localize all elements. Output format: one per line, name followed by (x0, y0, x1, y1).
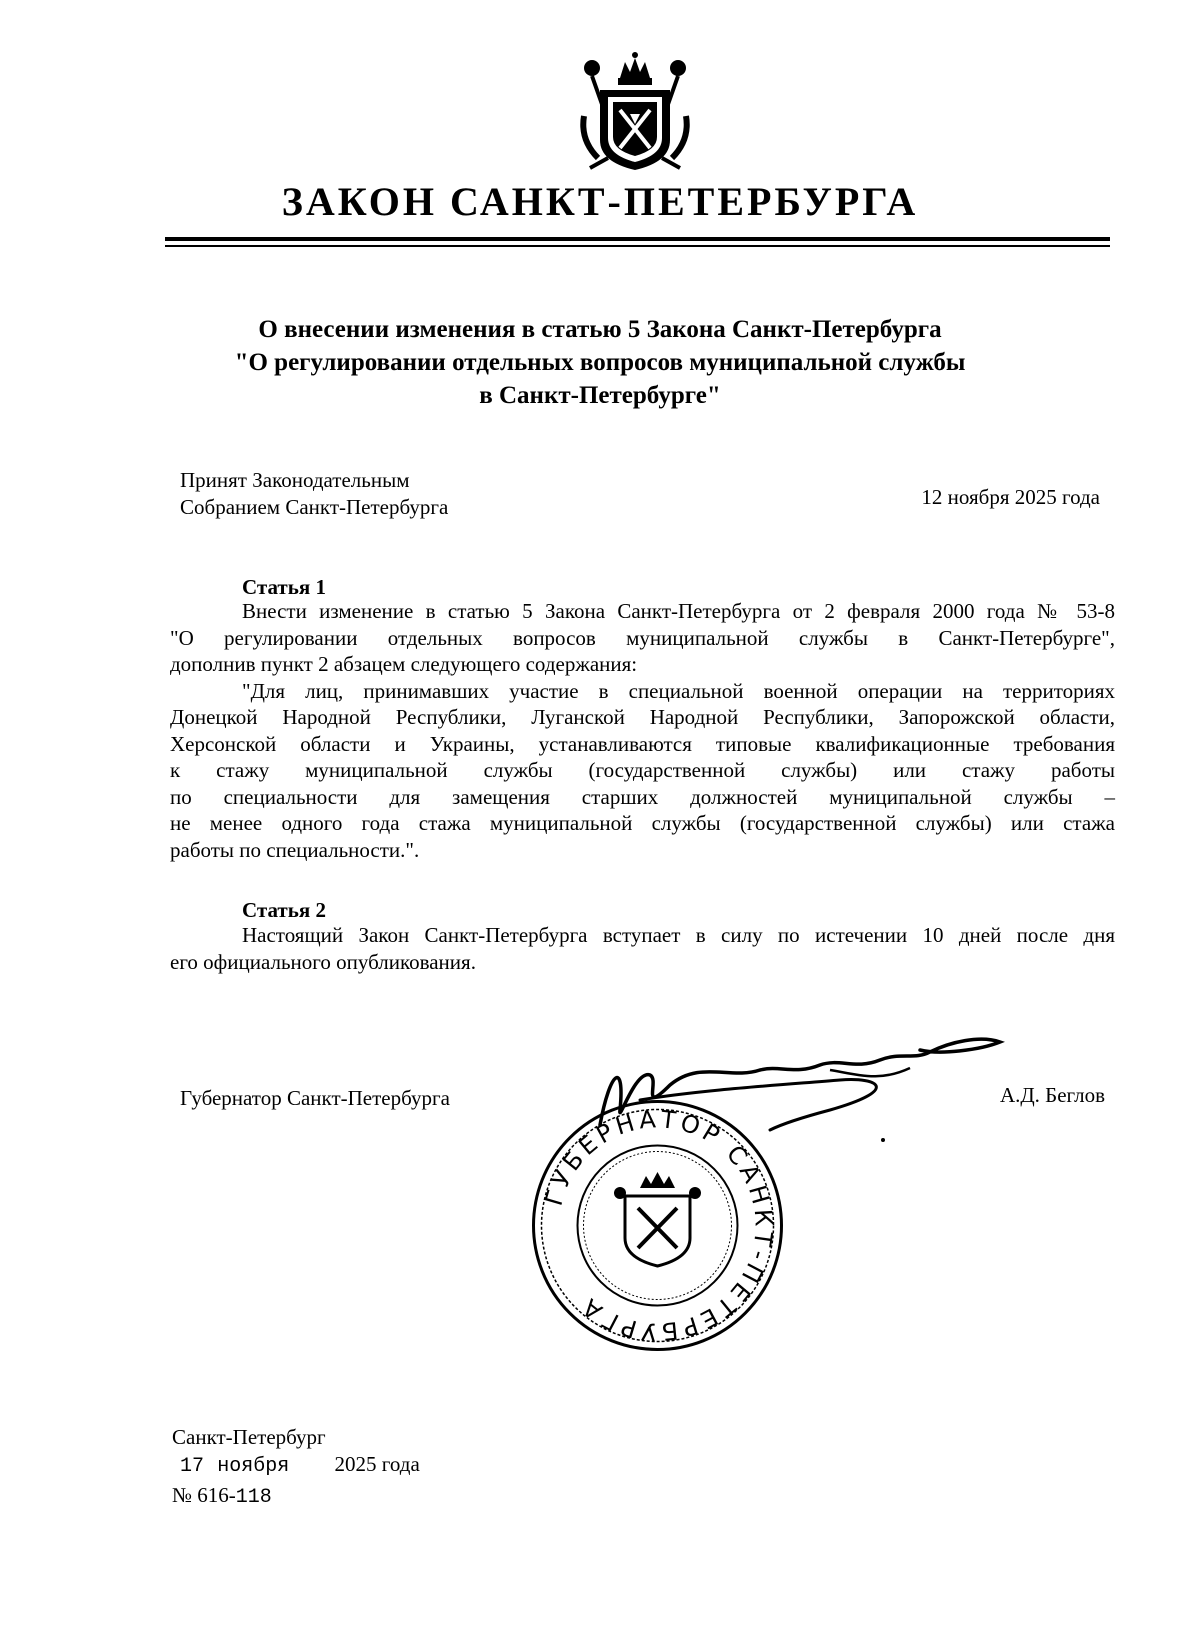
text-line: "Для лиц, принимавших участие в специальной военной операции на территориях (242, 678, 1115, 703)
signing-date (172, 1452, 420, 1478)
adoption-body (180, 467, 448, 521)
law-subject (150, 313, 1050, 412)
subject-line: О внесении изменения в статью 5 Закона Санкт-Петербурга (258, 316, 942, 343)
signing-year: 2025 года (334, 1452, 420, 1476)
article-1-heading: Статья 1 (242, 575, 326, 599)
text-line: Донецкой Народной Республики, Луганской Народной Республики, Запорожской области, (170, 705, 1115, 729)
governor-title: Губернатор Санкт-Петербурга (180, 1086, 450, 1110)
city-name: Санкт-Петербург (172, 1425, 326, 1449)
adoption-date: 12 ноября 2025 года (921, 485, 1100, 509)
text-line: работы по специальности.". (170, 837, 420, 862)
text-line: по специальности для замещения старших должностей муниципальной службы – (170, 784, 1115, 809)
handwritten-signature-icon (580, 1030, 1010, 1145)
law-title: ЗАКОН САНКТ-ПЕТЕРБУРГА (281, 179, 919, 224)
subject-line: "О регулировании отдельных вопросов муниципальной службы (234, 349, 966, 376)
article-2-body (170, 922, 1115, 975)
law-number-prefix: № 616- (172, 1483, 236, 1507)
signing-day: 17 (180, 1455, 205, 1478)
text-line: Херсонской области и Украины, устанавливаются типовые квалификационные требования (170, 731, 1115, 756)
seal-text: ГУБЕРНАТОР САНКТ-ПЕТЕРБУРГА (539, 1105, 778, 1346)
text-line: его официального опубликования. (170, 949, 476, 974)
text-line: дополнив пункт 2 абзацем следующего содержания: (170, 652, 638, 676)
law-number-value: 118 (235, 1486, 272, 1509)
adoption-line: Собранием Санкт-Петербурга (180, 495, 449, 519)
signing-month: ноября (217, 1455, 290, 1478)
coat-of-arms-icon (570, 50, 700, 180)
subject-line: в Санкт-Петербурге" (479, 382, 721, 409)
text-line: Внести изменение в статью 5 Закона Санкт-Петербурга от 2 февраля 2000 года № 53-8 (242, 599, 1115, 623)
article-2-heading: Статья 2 (242, 898, 326, 922)
text-line: "О регулировании отдельных вопросов муниципальной службы в Санкт-Петербурге", (170, 625, 1115, 650)
article-1-body (170, 598, 1115, 863)
title-rule-thin (165, 245, 1110, 247)
adoption-line: Принят Законодательным (180, 468, 410, 492)
governor-name: А.Д. Беглов (999, 1083, 1105, 1107)
title-rule-thick (165, 237, 1110, 241)
law-number (172, 1483, 272, 1509)
text-line: Настоящий Закон Санкт-Петербурга вступает в силу по истечении 10 дней после дня (242, 923, 1115, 947)
text-line: не менее одного года стажа муниципальной службы (государственной службы) или стажа (170, 811, 1115, 835)
text-line: к стажу муниципальной службы (государственной службы) или стажу работы (170, 758, 1115, 782)
